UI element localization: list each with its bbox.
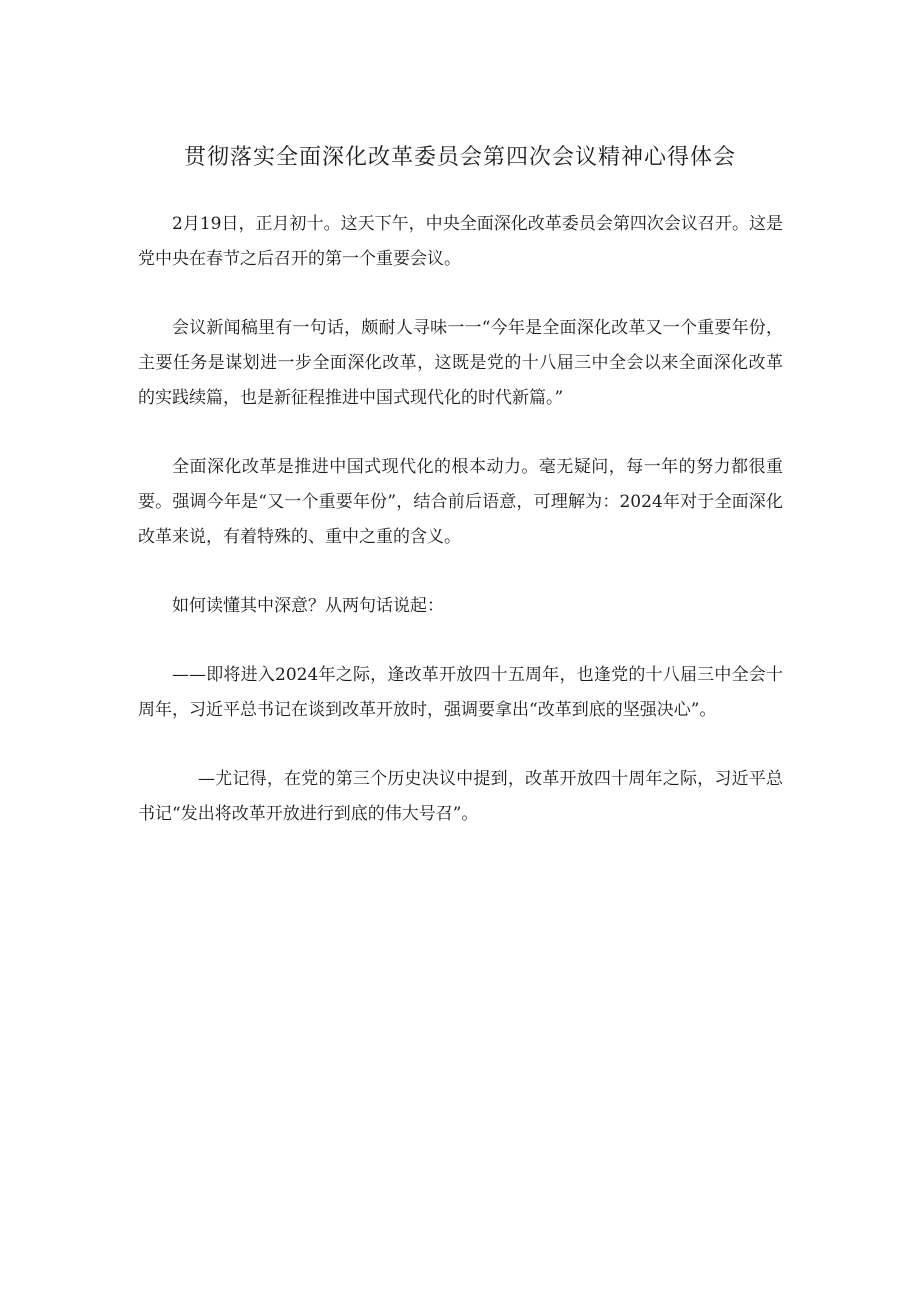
paragraph-1: 2月19日，正月初十。这天下午，中央全面深化改革委员会第四次会议召开。这是党中央在春节之后召开的第一个重要会议。	[138, 214, 783, 269]
paragraph-4: 如何读懂其中深意？从两句话说起：	[172, 596, 444, 616]
paragraph-6: —尤记得，在党的第三个历史决议中提到，改革开放四十周年之际，习近平总书记“发出将改革开放进行到底的伟大号召”。	[138, 769, 783, 824]
document-body	[138, 207, 783, 866]
paragraph-5: ——即将进入2024年之际，逢改革开放四十五周年，也逢党的十八届三中全会十周年，习近平总书记在谈到改革开放时，强调要拿出“改革到底的坚强决心”。	[138, 665, 783, 720]
paragraph-2: 会议新闻稿里有一句话，颇耐人寻味一一“今年是全面深化改革又一个重要年份，主要任务是谋划进一步全面深化改革，这既是党的十八届三中全会以来全面深化改革的实践续篇，也是新征程推进中国式现代化的时代新篇。”	[138, 318, 783, 408]
document-title: 贯彻落实全面深化改革委员会第四次会议精神心得体会	[183, 145, 736, 170]
paragraph-3: 全面深化改革是推进中国式现代化的根本动力。毫无疑问，每一年的努力都很重要。强调今年是“又一个重要年份”，结合前后语意，可理解为：2024年对于全面深化改革来说，有着特殊的、重中之重的含义。	[138, 457, 783, 547]
